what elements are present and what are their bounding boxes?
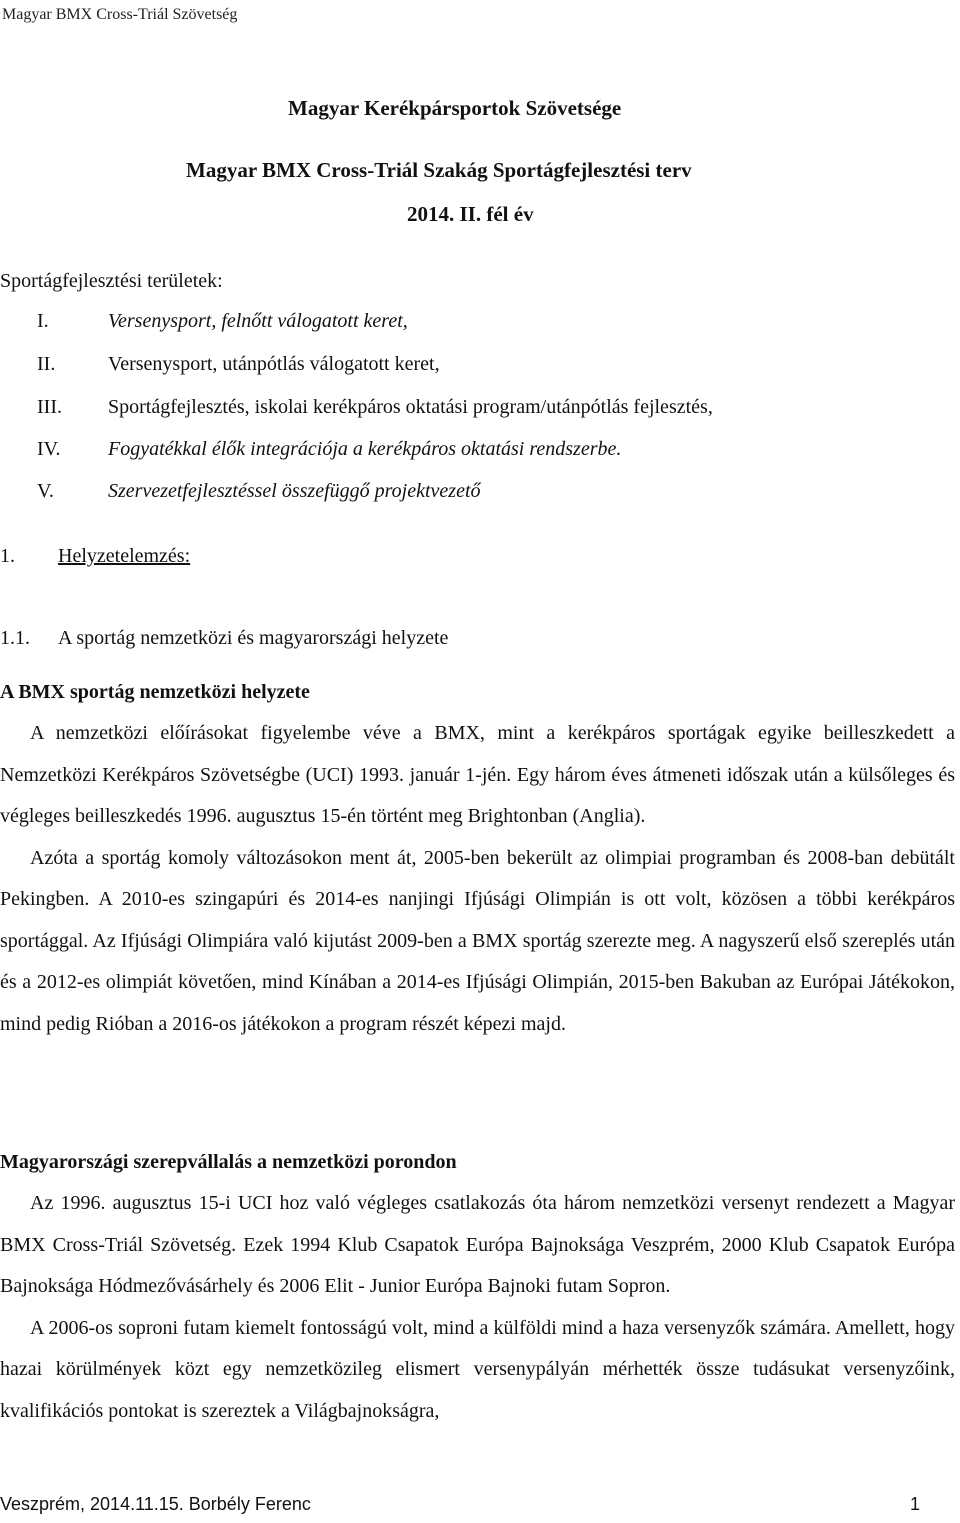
hun-text [0,1183,955,1432]
list-item-number: V. [37,480,54,502]
page-number: 1 [909,1494,920,1514]
intl-heading: A BMX sportág nemzetközi helyzete [0,681,310,703]
list-item-number: IV. [37,438,61,460]
hun-heading: Magyarországi szerepvállalás a nemzetközi porondon [0,1151,457,1173]
title-federation: Magyar Kerékpársportok Szövetsége [288,96,622,120]
intl-paragraph-1: A nemzetközi előírásokat figyelembe véve a BMX, mint a kerékpáros sportágak egyike beilleszkedett a Nemzetközi Kerékpáros Szövetségbe (UCI) 1993. január 1-jén. Egy három éves átmeneti időszak után a külsőleges és végleges beilleszkedés 1996. augusztus 15-én történt meg Brightonban (Anglia). [0,722,955,827]
section-1-title: Helyzetelemzés: [58,545,191,567]
section-1-1-number: 1.1. [0,627,30,649]
intl-text [0,713,955,1045]
hun-paragraph-1: Az 1996. augusztus 15-i UCI hoz való végleges csatlakozás óta három nemzetközi versenyt rendezett a Magyar BMX Cross-Triál Szövetség. Ezek 1994 Klub Csapatok Európa Bajnoksága Veszprém, 2000 Klub Csapatok Európa Bajnoksága Hódmezővásárhely és 2006 Elit - Junior Európa Bajnoki futam Sopron. [0,1192,955,1297]
list-item-text: Fogyatékkal élők integrációja a kerékpáros oktatási rendszerbe. [108,438,622,460]
footer-author: Veszprém, 2014.11.15. Borbély Ferenc [0,1494,311,1514]
list-item-text: Sportágfejlesztés, iskolai kerékpáros oktatási program/utánpótlás fejlesztés, [108,396,713,418]
page-footer [0,1494,920,1515]
list-item-text: Versenysport, felnőtt válogatott keret, [108,310,408,332]
list-item-text: Versenysport, utánpótlás válogatott keret, [108,353,440,375]
list-item-number: I. [37,310,49,332]
running-header: Magyar BMX Cross-Triál Szövetség [2,6,238,23]
list-item-text: Szervezetfejlesztéssel összefüggő projektvezető [108,480,481,502]
list-item-number: III. [37,396,62,418]
title-plan: Magyar BMX Cross-Triál Szakág Sportágfejlesztési terv [186,158,692,182]
intl-paragraph-2: Azóta a sportág komoly változásokon ment át, 2005-ben bekerült az olimpiai programban és 2008-ban debütált Pekingben. A 2010-es szingapúri és 2014-es nanjingi Ifjúsági Olimpián is ott volt, közösen a többi kerékpáros sportággal. Az Ifjúsági Olimpiára való kijutást 2009-ben a BMX sportág szerezte meg. A nagyszerű első szereplés után és a 2012-es olimpiát követően, mind Kínában a 2014-es Ifjúsági Olimpián, 2015-ben Bakuban az Európai Játékokon, mind pedig Rióban a 2016-os játékokon a program részét képezi majd. [0,846,955,1035]
list-item-number: II. [37,353,56,375]
hun-paragraph-2: A 2006-os soproni futam kiemelt fontosságú volt, mind a külföldi mind a haza versenyzők számára. Amellett, hogy hazai körülmények közt egy nemzetközileg elismert versenypályán mérhették össze tudásukat versenyzőink, kvalifikációs pontokat is szereztek a Világbajnokságra, [0,1316,955,1422]
areas-heading: Sportágfejlesztési területek: [0,270,223,292]
title-period: 2014. II. fél év [407,202,534,226]
section-1-1-title: A sportág nemzetközi és magyarországi helyzete [58,627,449,649]
section-1-number: 1. [0,545,15,567]
